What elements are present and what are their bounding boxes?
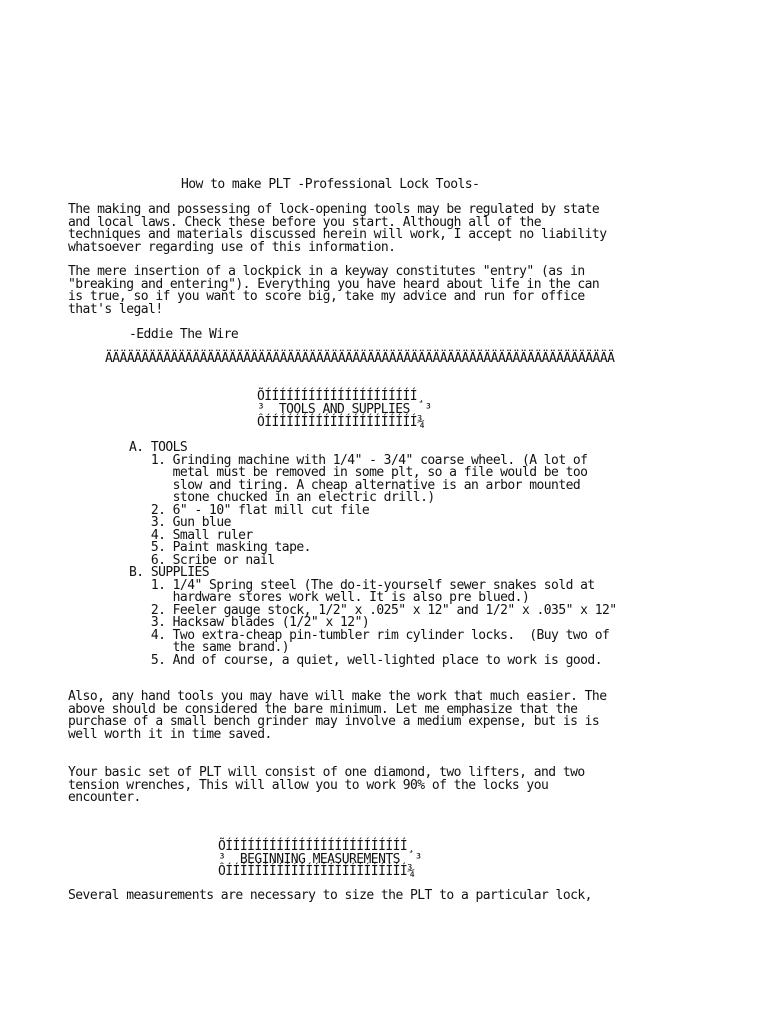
outline-line: 3. Hacksaw blades (1/2" x 12") <box>129 615 370 630</box>
intro-paragraph-2-line: is true, so if you want to score big, take my advice and run for office <box>68 289 585 304</box>
outline-line: metal must be removed in some plt, so a file would be too <box>129 465 588 480</box>
measurements-box-bottom-border: ÔÍÍÍÍÍÍÍÍÍÍÍÍÍÍÍÍÍÍÍÍÍÍÍÍÍ¾ <box>218 864 415 879</box>
outline-line: stone chucked in an electric drill.) <box>129 490 435 505</box>
outline-line: 6. Scribe or nail <box>129 552 275 568</box>
intro-paragraph-1-line: whatsoever regarding use of this information. <box>68 239 396 255</box>
document-title: How to make PLT -Professional Lock Tools- <box>181 177 480 192</box>
paragraph-3-line: above should be considered the bare minimum. Let me emphasize that the <box>68 701 578 717</box>
outline-line: B. SUPPLIES <box>129 565 210 580</box>
beginning-measurements-heading: ³ BEGINNING MEASUREMENTS ³ <box>218 851 422 867</box>
intro-paragraph-2-line: "breaking and entering"). Everything you have heard about life in the can <box>68 276 600 292</box>
outline-line: 4. Small ruler <box>129 527 253 543</box>
tools-box-top-border: ÕÍÍÍÍÍÍÍÍÍÍÍÍÍÍÍÍÍÍÍÍÍ¸ <box>257 389 425 404</box>
paragraph-4-line: tension wrenches, This will allow you to work 90% of the locks you <box>68 777 549 793</box>
outline-line: slow and tiring. A cheap alternative is an arbor mounted <box>129 477 581 493</box>
paragraph-5-line: Several measurements are necessary to size the PLT to a particular lock, <box>68 888 592 903</box>
outline-line: 1. 1/4" Spring steel (The do-it-yourself sewer snakes sold at <box>129 577 595 593</box>
paragraph-4-line: encounter. <box>68 790 141 805</box>
outline-line: 3. Gun blue <box>129 515 231 530</box>
author-signature: -Eddie The Wire <box>129 327 239 342</box>
outline-line: 2. 6" - 10" flat mill cut file <box>129 502 370 518</box>
tools-box-bottom-border: ÔÍÍÍÍÍÍÍÍÍÍÍÍÍÍÍÍÍÍÍÍÍ¾ <box>257 415 425 430</box>
outline-line: 5. Paint masking tape. <box>129 540 311 555</box>
measurements-box-top-border: ÕÍÍÍÍÍÍÍÍÍÍÍÍÍÍÍÍÍÍÍÍÍÍÍÍÍ¸ <box>218 839 415 854</box>
outline-line: 1. Grinding machine with 1/4" - 3/4" coarse wheel. (A lot of <box>129 452 588 468</box>
outline-line: hardware stores work well. It is also pre blued.) <box>129 590 530 605</box>
section-divider: ÄÄÄÄÄÄÄÄÄÄÄÄÄÄÄÄÄÄÄÄÄÄÄÄÄÄÄÄÄÄÄÄÄÄÄÄÄÄÄÄÄÄÄÄÄÄÄÄÄÄÄÄÄÄÄÄÄÄÄÄÄÄÄÄÄÄÄÄÄÄ <box>105 351 615 366</box>
paragraph-3-line: well worth it in time saved. <box>68 726 272 742</box>
paragraph-4-line: Your basic set of PLT will consist of one diamond, two lifters, and two <box>68 765 585 780</box>
intro-paragraph-1-line: The making and possessing of lock-opening tools may be regulated by state <box>68 202 600 217</box>
paragraph-3-line: Also, any hand tools you may have will make the work that much easier. The <box>68 689 607 704</box>
outline-line: A. TOOLS <box>129 440 188 455</box>
paragraph-3-line: purchase of a small bench grinder may involve a medium expense, but is is <box>68 714 600 729</box>
outline-line: 4. Two extra-cheap pin-tumbler rim cylinder locks. (Buy two of <box>129 627 610 643</box>
intro-paragraph-1-line: and local laws. Check these before you start. Although all of the <box>68 214 541 230</box>
tools-and-supplies-heading: ³ TOOLS AND SUPPLIES ³ <box>257 402 432 417</box>
intro-paragraph-1-line: techniques and materials discussed herein will work, I accept no liability <box>68 227 607 242</box>
intro-paragraph-2-line: that's legal! <box>68 301 163 317</box>
intro-paragraph-2-line: The mere insertion of a lockpick in a keyway constitutes "entry" (as in <box>68 264 585 279</box>
outline-line: 5. And of course, a quiet, well-lighted place to work is good. <box>129 652 602 668</box>
outline-line: 2. Feeler gauge stock, 1/2" x .025" x 12" and 1/2" x .035" x 12" <box>129 602 617 618</box>
outline-line: the same brand.) <box>129 640 290 655</box>
